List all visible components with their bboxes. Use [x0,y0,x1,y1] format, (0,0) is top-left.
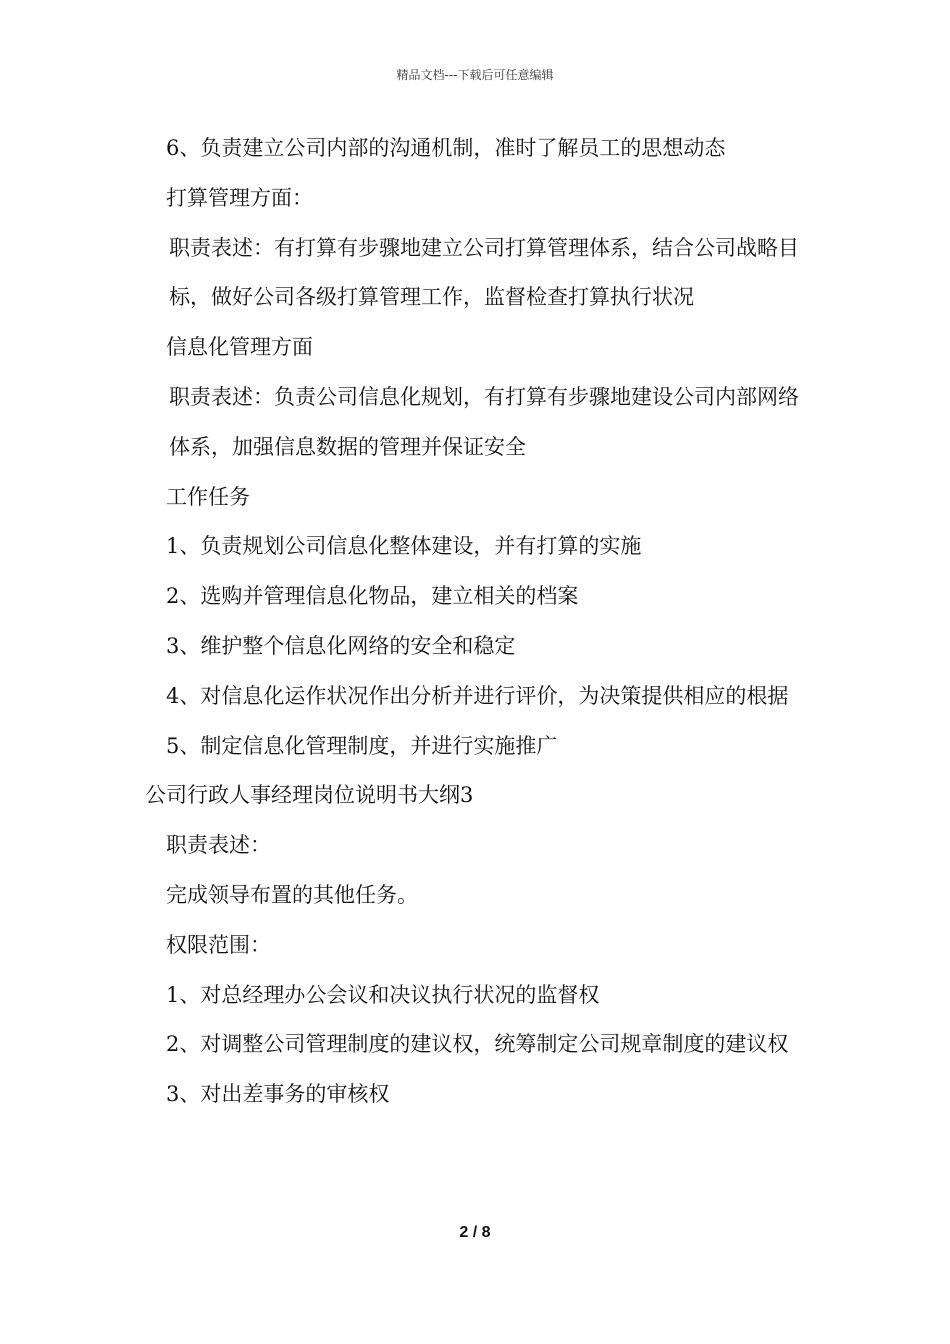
document-body [145,124,809,1120]
list-item: 2、选购并管理信息化物品，建立相关的档案 [166,584,579,609]
list-item: 5、制定信息化管理制度，并进行实施推广 [166,733,558,758]
paragraph: 完成领导布置的其他任务。 [166,882,418,907]
list-item: 1、对总经理办公会议和决议执行状况的监督权 [166,982,600,1007]
section-heading: 打算管理方面： [166,185,313,210]
document-title: 公司行政人事经理岗位说明书大纲3 [145,783,474,808]
section-heading: 权限范围： [166,932,271,957]
page-number: 2 / 8 [459,1224,491,1241]
list-item: 3、对出差事务的审核权 [166,1082,390,1107]
section-heading: 信息化管理方面 [166,335,313,360]
paragraph: 职责表述：负责公司信息化规划，有打算有步骤地建设公司内部网络体系，加强信息数据的管理并保证安全 [169,384,799,459]
list-item: 4、对信息化运作状况作出分析并进行评价，为决策提供相应的根据 [166,683,789,708]
section-heading: 工作任务 [166,484,250,509]
paragraph: 6、负责建立公司内部的沟通机制，准时了解员工的思想动态 [166,136,726,160]
list-item: 2、对调整公司管理制度的建议权，统筹制定公司规章制度的建议权 [166,1032,789,1057]
page-header: 精品文档---下载后可任意编辑 [396,68,554,82]
list-item: 3、维护整个信息化网络的安全和稳定 [166,633,516,658]
paragraph: 职责表述：有打算有步骤地建立公司打算管理体系，结合公司战略目标，做好公司各级打算管理工作，监督检查打算执行状况 [169,235,799,310]
section-heading: 职责表述： [166,833,271,858]
list-item: 1、负责规划公司信息化整体建设，并有打算的实施 [166,534,642,559]
